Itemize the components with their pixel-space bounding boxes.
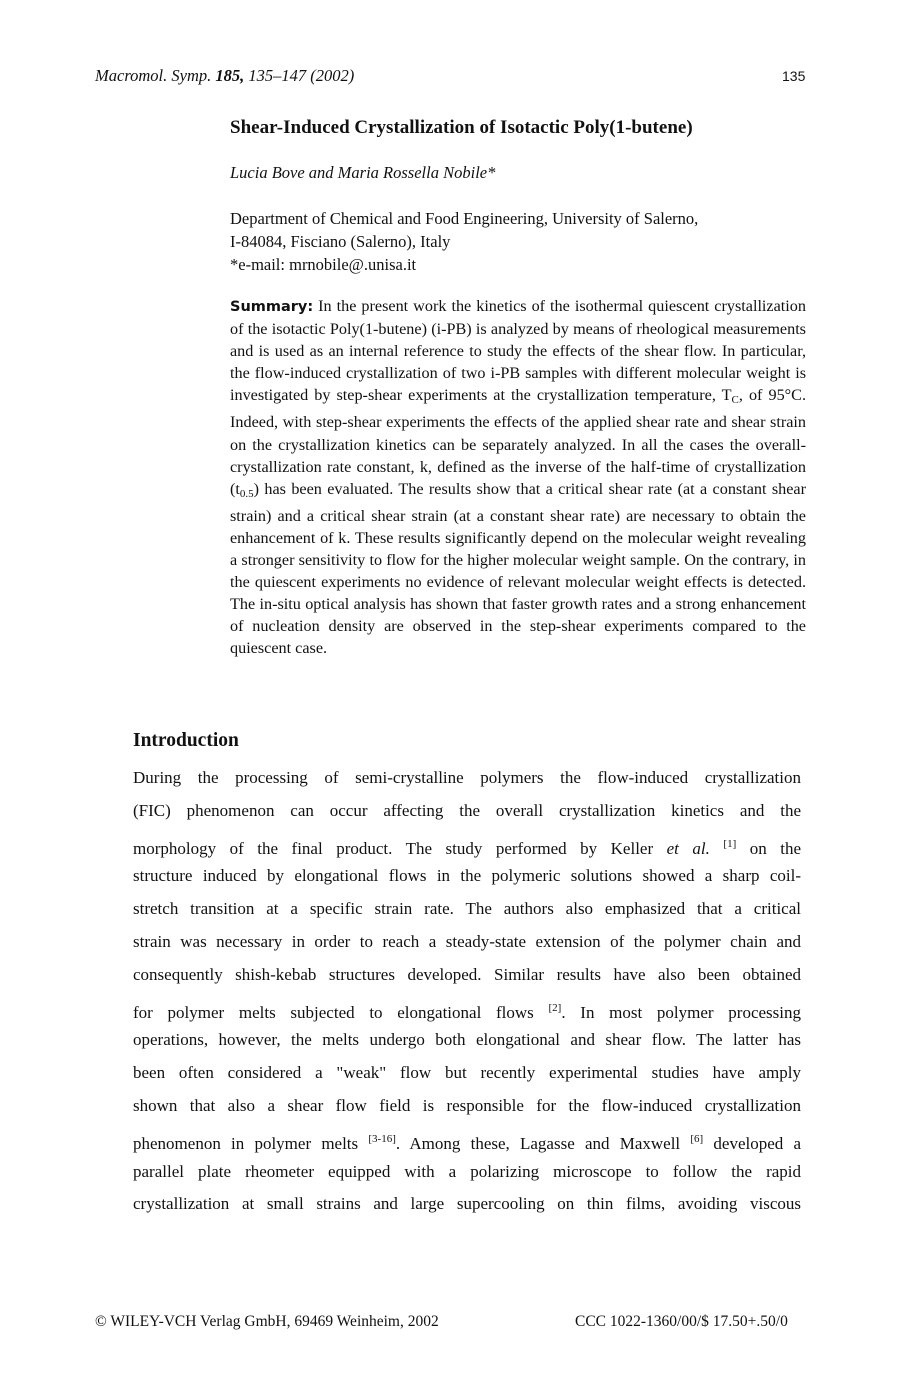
intro-line: (FIC) phenomenon can occur affecting the overall crystallization kinetics and the [133, 800, 801, 820]
summary-text: In the present work the kinetics of the isothermal quiescent crystallization of the isotactic Poly(1-butene) (i-PB) is analyzed by means of rheological measurements and is used as an internal reference to study the effects of the shear flow. In particular, the flow-induced crystallization of two i-PB samples with different molecular weight is investigated by step-shear experiments at the crystallization temperature, T [230, 297, 806, 405]
footer-copyright: © WILEY-VCH Verlag GmbH, 69469 Weinheim, 2002 [95, 1313, 439, 1330]
footer-ccc-code: CCC 1022-1360/00/$ 17.50+.50/0 [575, 1313, 788, 1330]
affiliation-line: I-84084, Fisciano (Salerno), Italy [230, 232, 451, 251]
subscript-half: 0.5 [239, 487, 254, 500]
intro-line: operations, however, the melts undergo both elongational and shear flow. The latter has [133, 1030, 801, 1050]
intro-line: consequently shish-kebab structures developed. Similar results have also been obtained [133, 964, 801, 984]
intro-line: stretch transition at a specific strain rate. The authors also emphasized that a critical [133, 899, 801, 919]
journal-name: Macromol. Symp. [95, 66, 212, 85]
affiliation-block [230, 207, 790, 276]
article-authors: Lucia Bove and Maria Rossella Nobile* [230, 163, 496, 182]
citation-ref: [6] [690, 1132, 704, 1145]
email-line: *e-mail: mrnobile@.unisa.it [230, 255, 417, 274]
intro-line: parallel plate rheometer equipped with a polarizing microscope to follow the rapid [133, 1161, 801, 1181]
intro-line: been often considered a "weak" flow but recently experimental studies have amply [133, 1063, 801, 1083]
introduction-body [133, 762, 801, 1221]
intro-line: crystallization at small strains and large supercooling on thin films, avoiding viscous [133, 1194, 801, 1214]
article-title: Shear-Induced Crystallization of Isotactic Poly(1-butene) [230, 117, 693, 138]
et-al: et al. [666, 838, 710, 858]
intro-line: shown that also a shear flow field is responsible for the flow-induced crystallization [133, 1095, 801, 1115]
intro-line: structure induced by elongational flows in the polymeric solutions showed a sharp coil- [133, 866, 801, 886]
summary-text: , of 95°C. Indeed, with step-shear experiments the effects of the applied shear rate and shear strain on the crystallization kinetics can be separately analyzed. In all the cases the overall-crystallization rate constant, k, defined as the inverse of the half-time of crystallization (t [230, 386, 806, 498]
subscript-c: C [731, 394, 739, 407]
citation-ref: [2] [548, 1001, 562, 1014]
summary-text: ) has been evaluated. The results show that a critical shear rate (at a constant shear strain) and a critical shear strain (at a constant shear rate) are necessary to obtain the enhancement of k. These results significantly depend on the molecular weight revealing a stronger sensitivity to flow for the higher molecular weight sample. On the contrary, in the quiescent experiments no evidence of relevant molecular weight effects is detected. The in-situ optical analysis has shown that faster growth rates and a strong enhancement of nucleation density are observed in the step-shear experiments compared to the quiescent case. [230, 479, 806, 658]
section-heading-introduction: Introduction [133, 730, 239, 751]
journal-pages-year: 135–147 (2002) [248, 66, 355, 85]
journal-volume: 185, [215, 66, 245, 85]
summary-abstract [230, 295, 806, 660]
intro-line: During the processing of semi-crystalline polymers the flow-induced crystallization [133, 768, 801, 787]
citation-ref: [1] [723, 837, 737, 850]
summary-label: Summary: [230, 299, 314, 315]
page-number: 135 [782, 68, 806, 84]
intro-line: for polymer melts subjected to elongational flows [2]. In most polymer processing [133, 1001, 801, 1022]
intro-line: morphology of the final product. The study performed by Keller et al. [1] on the [133, 837, 802, 858]
intro-line: strain was necessary in order to reach a steady-state extension of the polymer chain and [133, 931, 801, 951]
affiliation-line: Department of Chemical and Food Engineering, University of Salerno, [230, 209, 699, 228]
journal-citation [95, 66, 354, 86]
citation-ref: [3-16] [368, 1132, 396, 1145]
intro-line: phenomenon in polymer melts [3-16]. Among these, Lagasse and Maxwell [6] developed a [133, 1132, 802, 1153]
